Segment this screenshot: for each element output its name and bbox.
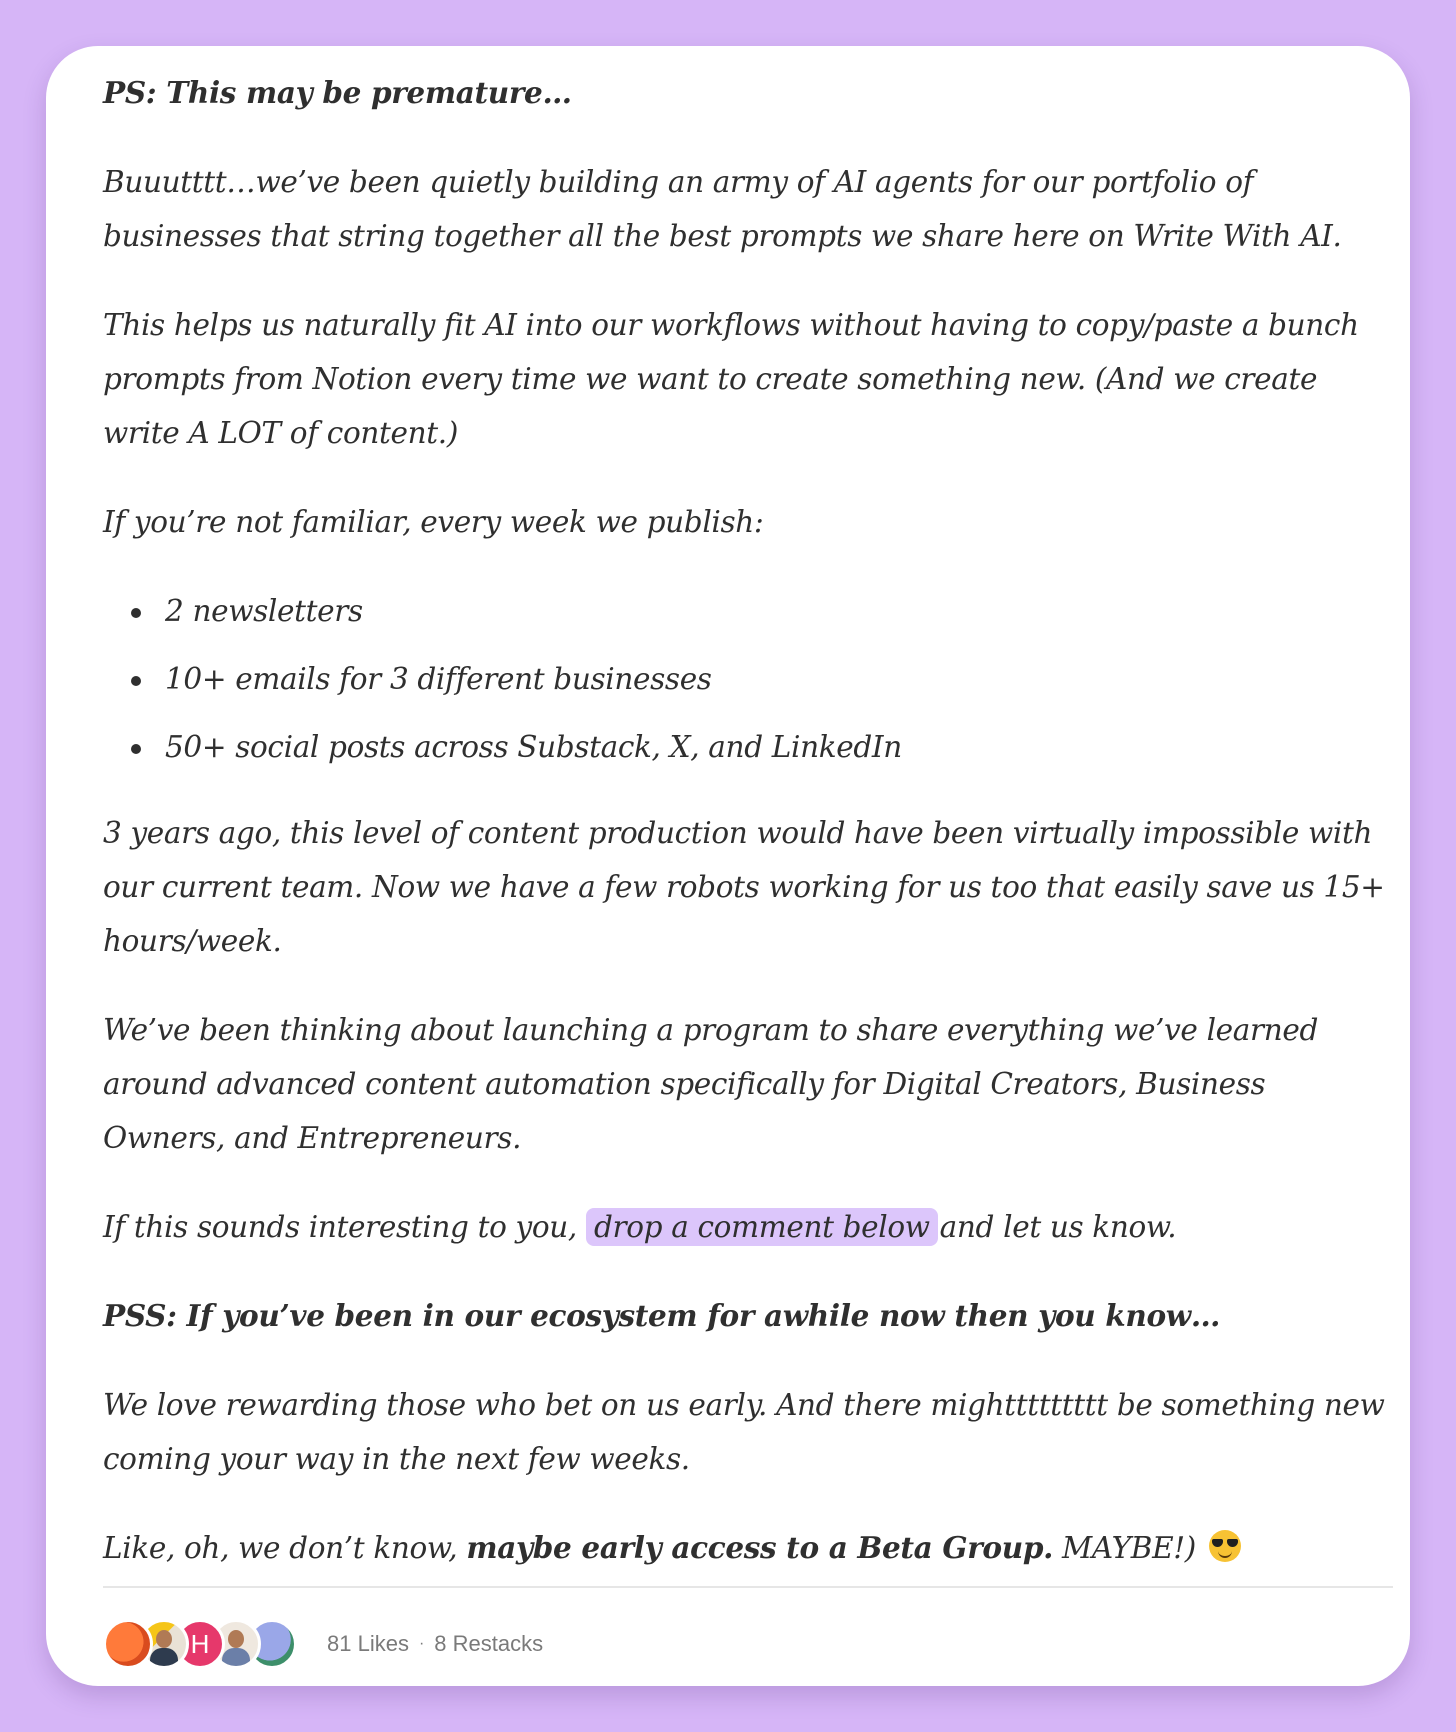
cta-text-before: If this sounds interesting to you,: [103, 1210, 586, 1244]
paragraph: We love rewarding those who bet on us early. And there mighttttttttt be something new coming your way in the next few weeks.: [103, 1388, 1385, 1476]
post-card: [46, 46, 1410, 1686]
liker-avatars[interactable]: [103, 1619, 297, 1669]
ps-heading: PS: This may be premature…: [103, 75, 572, 110]
cta-text-after: and let us know.: [939, 1210, 1177, 1244]
list-item: 10+ emails for 3 different businesses: [165, 652, 1393, 706]
divider: [103, 1586, 1393, 1588]
avatar-letter: H: [190, 1628, 210, 1659]
likes-count[interactable]: 81 Likes: [327, 1631, 409, 1656]
publish-list: [103, 584, 1393, 774]
paragraph: We’ve been thinking about launching a program to share everything we’ve learned around advanced content automation specifically for Digital Creators, Business Owners, and Entrepreneurs.: [103, 1013, 1319, 1155]
paragraph: This helps us naturally fit AI into our workflows without having to copy/paste a bunch prompts from Notion every time we want to create something new. (And we create write A LOT of content.): [103, 308, 1359, 450]
list-item: 50+ social posts across Substack, X, and LinkedIn: [165, 720, 1393, 774]
post-body: [103, 66, 1393, 1610]
closing-text-before: Like, oh, we don’t know,: [103, 1531, 467, 1565]
comment-link[interactable]: drop a comment below: [586, 1208, 938, 1246]
sunglasses-emoji-icon: [1209, 1530, 1241, 1562]
engagement-stats: [327, 1631, 543, 1657]
pss-heading: PSS: If you’ve been in our ecosystem for awhile now then you know…: [103, 1298, 1221, 1333]
avatar[interactable]: [103, 1619, 153, 1669]
closing-paragraph: [103, 1521, 1393, 1575]
list-item: 2 newsletters: [165, 584, 1393, 638]
closing-text-after: MAYBE!): [1053, 1531, 1196, 1565]
separator-dot: ·: [418, 1635, 425, 1652]
cta-paragraph: [103, 1200, 1393, 1254]
closing-bold-text: maybe early access to a Beta Group.: [466, 1530, 1054, 1565]
restacks-count[interactable]: 8 Restacks: [434, 1631, 544, 1656]
paragraph: Buuutttt…we’ve been quietly building an army of AI agents for our portfolio of businesses that string together all the best prompts we share here on Write With AI.: [103, 165, 1342, 253]
post-footer: [103, 1614, 543, 1674]
paragraph: If you’re not familiar, every week we publish:: [103, 505, 764, 539]
paragraph: 3 years ago, this level of content production would have been virtually impossible with our current team. Now we have a few robots working for us too that easily save us 15+ hours/week.: [103, 816, 1385, 958]
